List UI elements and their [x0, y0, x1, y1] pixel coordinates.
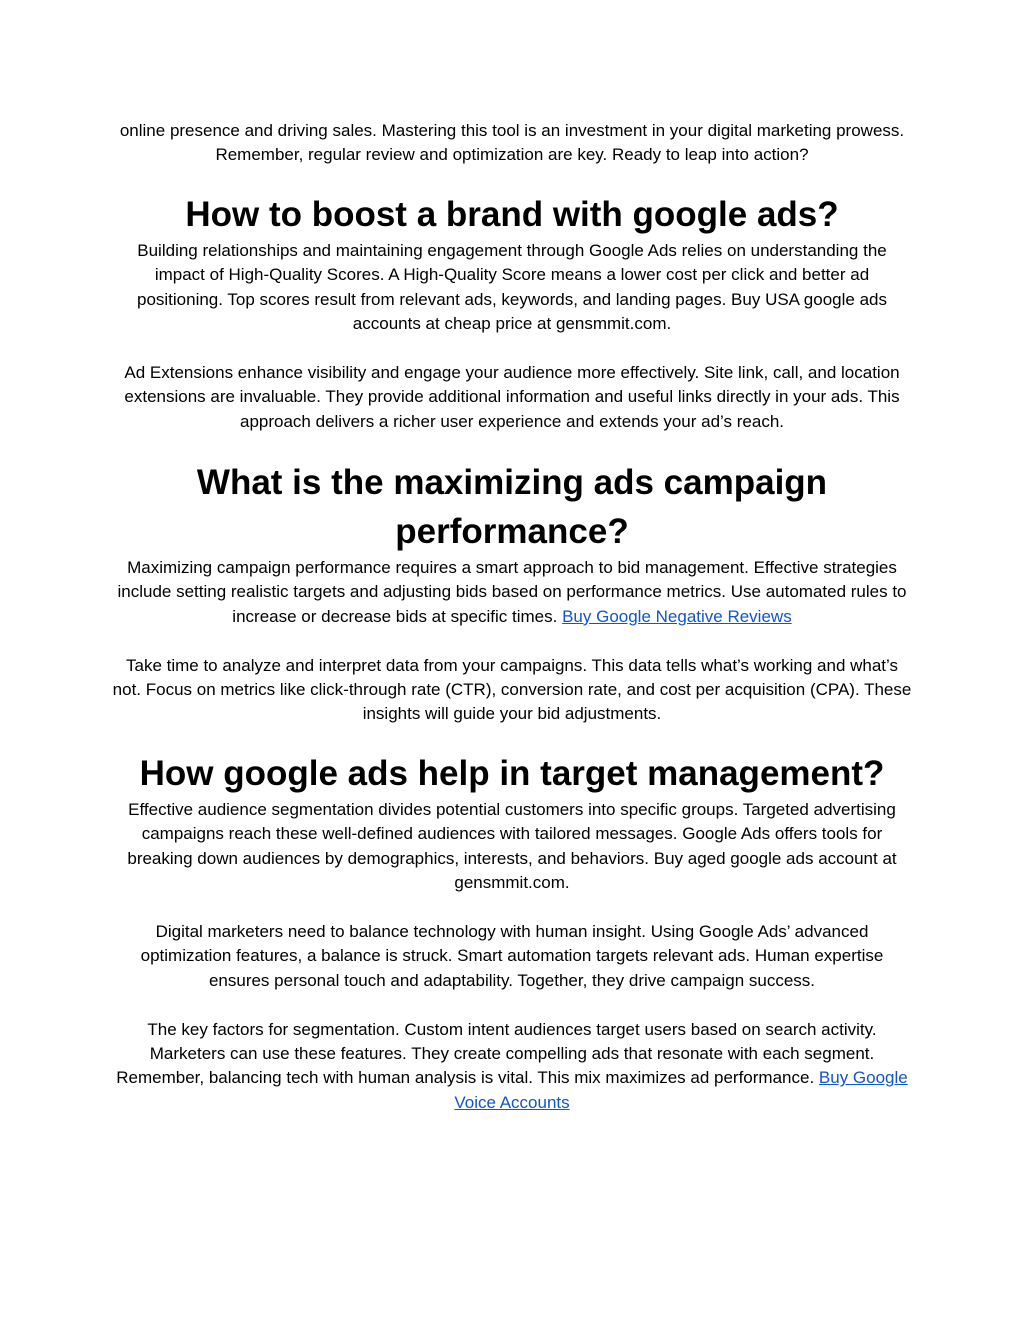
- heading-boost-brand: How to boost a brand with google ads?: [185, 195, 839, 234]
- intro-block: [112, 119, 912, 168]
- intro-paragraph: online presence and driving sales. Mastering this tool is an investment in your digital marketing prowess. Remember, regular review and optimization are key. Ready to leap into action?: [119, 121, 905, 165]
- buy-voice-accounts-link[interactable]: Buy Google Voice Accounts: [454, 1068, 908, 1112]
- section-boost-brand: [112, 190, 912, 434]
- paragraph-ad-extensions: Ad Extensions enhance visibility and engage your audience more effectively. Site link, call, and location extensions are invaluable. They provide additional information and useful links directly in your ads. This approach delivers a richer user experience and extends your ad’s reach.: [124, 363, 900, 431]
- section-maximizing-performance: [112, 458, 912, 727]
- segmentation-factors-text: The key factors for segmentation. Custom intent audiences target users based on search activity. Marketers can use these features. They create compelling ads that resonate with each segment. Remember, balancing tech with human analysis is vital. This mix maximizes ad performance.: [116, 1019, 877, 1088]
- paragraph-quality-score: Building relationships and maintaining engagement through Google Ads relies on understanding the impact of High-Quality Scores. A High-Quality Score means a lower cost per click and better ad positioning. Top scores result from relevant ads, keywords, and landing pages. Buy USA google ads accounts at cheap price at gensmmit.com.: [136, 241, 887, 334]
- paragraph-audience-segmentation: Effective audience segmentation divides potential customers into specific groups. Targeted advertising campaigns reach these well-defined audiences with tailored messages. Google Ads offers tools for breaking down audiences by demographics, interests, and behaviors. Buy aged google ads account at gensmmit.com.: [127, 800, 897, 893]
- paragraph-balance-technology: Digital marketers need to balance technology with human insight. Using Google Ads’ advanced optimization features, a balance is struck. Smart automation targets relevant ads. Human expertise ensures personal touch and adaptability. Together, they drive campaign success.: [140, 922, 884, 990]
- paragraph-bid-management: [112, 556, 912, 629]
- bid-management-text: Maximizing campaign performance requires a smart approach to bid management. Effective strategies include setting realistic targets and adjusting bids based on performance metrics. Use automated rules to increase or decrease bids at specific times.: [117, 558, 907, 626]
- buy-negative-reviews-link[interactable]: Buy Google Negative Reviews: [562, 606, 792, 626]
- paragraph-segmentation-factors: [112, 1018, 912, 1116]
- heading-maximizing-performance: What is the maximizing ads campaign performance?: [196, 463, 828, 551]
- section-target-management: [112, 749, 912, 1115]
- heading-target-management: How google ads help in target management?: [139, 754, 885, 793]
- paragraph-analyze-data: Take time to analyze and interpret data from your campaigns. This data tells what’s working and what’s not. Focus on metrics like click-through rate (CTR), conversion rate, and cost per acquisition (CPA). These insights will guide your bid adjustments.: [112, 655, 912, 724]
